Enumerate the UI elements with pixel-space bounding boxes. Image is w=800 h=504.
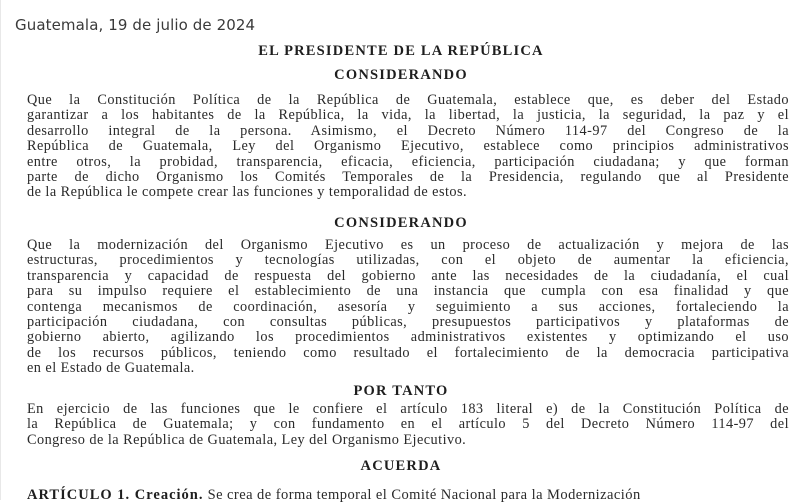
text-line: parte de dicho Organismo los Comités Temporales de la Presidencia, regulando que al Presidente — [27, 169, 789, 186]
article-text: Se crea de forma temporal el Comité Nacional para la Modernización — [203, 487, 641, 503]
text-line: transparencia y capacidad de respuesta del gobierno ante las necesidades de la ciudadanía, el cual — [27, 267, 789, 284]
section-heading-considerando-1: CONSIDERANDO — [334, 67, 468, 83]
article-label: ARTÍCULO 1. Creación. — [27, 487, 204, 503]
text-line: Congreso de la República de Guatemala, Ley del Organismo Ejecutivo. — [27, 431, 467, 448]
text-line: gobierno abierto, agilizando los procedimientos administrativos existentes y optimizando el uso — [27, 329, 789, 346]
section-heading-por-tanto: POR TANTO — [353, 383, 449, 399]
text-line: participación ciudadana, con consultas públicas, presupuestos participativos y plataformas de — [27, 314, 789, 331]
text-line: En ejercicio de las funciones que le confiere el artículo 183 literal e) de la Constitución Política de — [27, 401, 789, 417]
paragraph-considerando-1 — [27, 93, 789, 201]
text-line: entre otros, la probidad, transparencia, eficacia, eficiencia, participación ciudadana; y que forman — [27, 153, 789, 170]
text-line: desarrollo integral de la persona. Asimismo, el Decreto Número 114-97 del Congreso de la — [27, 122, 789, 139]
text-line: garantizar a los habitantes de la República, la vida, la libertad, la justicia, la seguridad, la paz y el — [27, 107, 789, 124]
text-line: de la República le compete crear las funciones y temporalidad de estos. — [27, 184, 468, 201]
paragraph-por-tanto — [27, 402, 789, 448]
article-1 — [27, 487, 797, 504]
text-line: Que la modernización del Organismo Ejecutivo es un proceso de actualización y mejora de las — [27, 237, 789, 253]
text-line: estructuras, procedimientos y tecnologías utilizadas, con el objeto de aumentar la eficiencia, — [27, 252, 789, 269]
paragraph-considerando-2 — [27, 238, 789, 377]
document-date: Guatemala, 19 de julio de 2024 — [15, 16, 256, 34]
text-line: de los recursos públicos, teniendo como resultado el fortalecimiento de la democracia participativa — [27, 344, 789, 361]
text-line: República de Guatemala, Ley del Organismo Ejecutivo, establece como principios administrativos — [27, 138, 789, 155]
text-line: en el Estado de Guatemala. — [27, 360, 195, 377]
text-line: contenga mecanismos de coordinación, asesoría y seguimiento a sus acciones, fortaleciendo la — [27, 298, 789, 315]
text-line: Que la Constitución Política de la República de Guatemala, establece que, es deber del Estado — [27, 92, 789, 108]
document-title: EL PRESIDENTE DE LA REPÚBLICA — [258, 43, 544, 59]
text-line: la República de Guatemala; y con fundamento en el artículo 5 del Decreto Número 114-97 del — [27, 416, 789, 433]
section-heading-acuerda: ACUERDA — [360, 458, 442, 474]
text-line: para su impulso requiere el establecimiento de una instancia que cumpla con esa finalidad y que — [27, 283, 789, 300]
section-heading-considerando-2: CONSIDERANDO — [334, 215, 468, 231]
